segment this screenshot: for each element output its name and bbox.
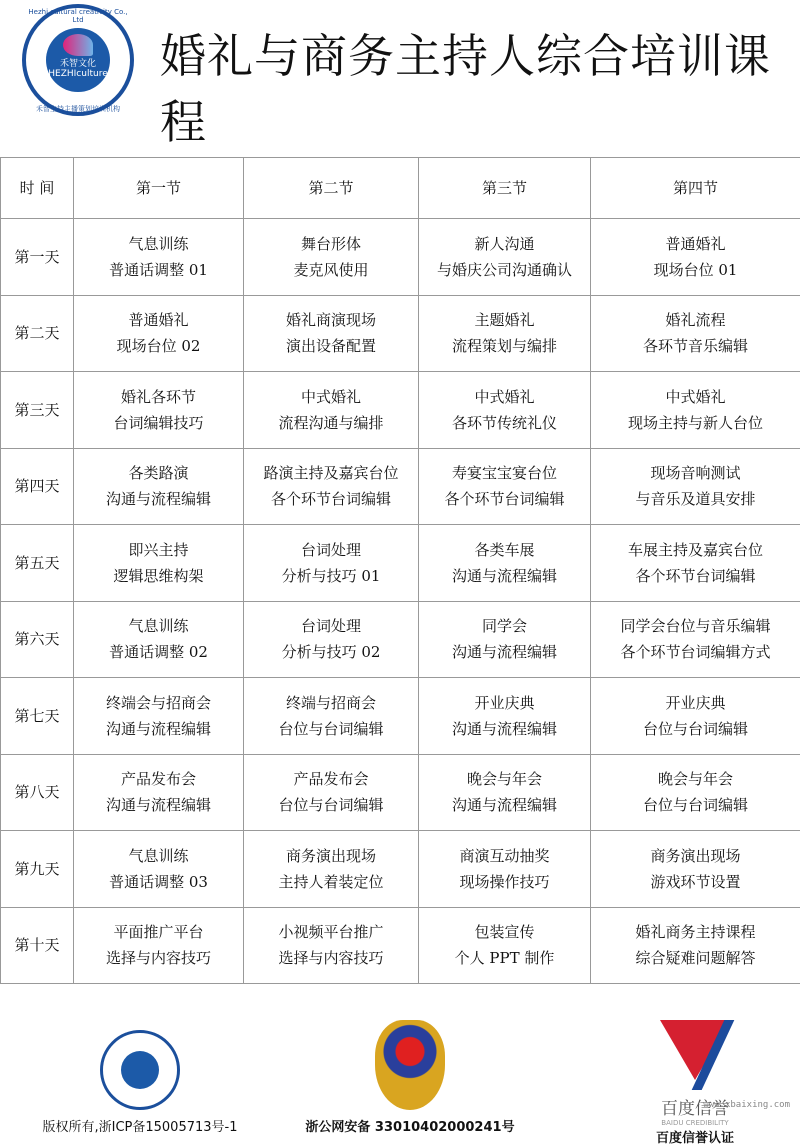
session-cell — [244, 601, 419, 678]
session-line: 沟通与流程编辑 — [74, 716, 243, 742]
day-cell: 第一天 — [1, 219, 74, 296]
session-line: 台位与台词编辑 — [244, 716, 418, 742]
day-cell: 第七天 — [1, 678, 74, 755]
session-cell — [591, 372, 800, 449]
session-cell — [591, 678, 800, 755]
session-line: 综合疑难问题解答 — [591, 945, 800, 971]
table-row — [1, 601, 800, 678]
session-cell — [419, 678, 591, 755]
session-line: 终端会与招商会 — [74, 690, 243, 716]
session-cell — [419, 601, 591, 678]
session-cell — [244, 372, 419, 449]
session-line: 各个环节台词编辑方式 — [591, 639, 800, 665]
session-line: 婚礼流程 — [591, 307, 800, 333]
session-line: 沟通与流程编辑 — [74, 792, 243, 818]
session-line: 与音乐及道具安排 — [591, 486, 800, 512]
company-logo-small — [100, 1030, 180, 1110]
session-line: 气息训练 — [74, 613, 243, 639]
session-cell — [591, 219, 800, 296]
session-line: 普通婚礼 — [74, 307, 243, 333]
session-line: 平面推广平台 — [74, 919, 243, 945]
session-line: 主题婚礼 — [419, 307, 590, 333]
table-row — [1, 219, 800, 296]
session-line: 沟通与流程编辑 — [419, 563, 590, 589]
session-line: 流程沟通与编排 — [244, 410, 418, 436]
column-header: 时 间 — [1, 158, 74, 219]
session-cell — [74, 525, 244, 602]
session-line: 流程策划与编排 — [419, 333, 590, 359]
copyright-text: 版权所有,浙ICP备15005713号-1 — [40, 1116, 240, 1135]
session-line: 中式婚礼 — [591, 384, 800, 410]
session-cell — [244, 907, 419, 984]
session-line: 中式婚礼 — [419, 384, 590, 410]
day-cell: 第九天 — [1, 831, 74, 908]
session-cell — [74, 448, 244, 525]
session-cell — [419, 448, 591, 525]
session-cell — [244, 831, 419, 908]
logo-emblem — [46, 28, 110, 92]
session-cell — [244, 295, 419, 372]
session-line: 舞台形体 — [244, 231, 418, 257]
session-line: 路演主持及嘉宾台位 — [244, 460, 418, 486]
table-row — [1, 448, 800, 525]
session-line: 各环节音乐编辑 — [591, 333, 800, 359]
session-line: 分析与技巧 02 — [244, 639, 418, 665]
session-cell — [419, 907, 591, 984]
session-line: 与婚庆公司沟通确认 — [419, 257, 590, 283]
day-cell: 第三天 — [1, 372, 74, 449]
session-line: 台词处理 — [244, 613, 418, 639]
session-cell — [419, 754, 591, 831]
session-cell — [74, 754, 244, 831]
baidu-sub: BAIDU CREDIBILITY — [620, 1119, 770, 1127]
logo-name: 禾智文化 — [46, 56, 110, 69]
session-line: 沟通与流程编辑 — [419, 792, 590, 818]
session-line: 各个环节台词编辑 — [591, 563, 800, 589]
session-line: 各类路演 — [74, 460, 243, 486]
logo-en: HEZHIculture — [46, 69, 110, 79]
session-cell — [591, 295, 800, 372]
day-cell: 第四天 — [1, 448, 74, 525]
session-cell — [74, 372, 244, 449]
footer-copyright-block — [40, 1020, 240, 1135]
session-line: 中式婚礼 — [244, 384, 418, 410]
footer-baidu-block — [620, 1020, 770, 1146]
session-line: 麦克风使用 — [244, 257, 418, 283]
session-cell — [591, 525, 800, 602]
day-cell: 第二天 — [1, 295, 74, 372]
session-line: 现场台位 01 — [591, 257, 800, 283]
session-cell — [74, 831, 244, 908]
session-line: 气息训练 — [74, 231, 243, 257]
session-line: 台位与台词编辑 — [591, 792, 800, 818]
session-line: 气息训练 — [74, 843, 243, 869]
session-line: 开业庆典 — [419, 690, 590, 716]
column-header: 第四节 — [591, 158, 800, 219]
session-cell — [244, 448, 419, 525]
session-line: 逻辑思维构架 — [74, 563, 243, 589]
session-cell — [591, 907, 800, 984]
session-line: 即兴主持 — [74, 537, 243, 563]
table-row — [1, 907, 800, 984]
session-cell — [419, 525, 591, 602]
session-line: 现场音响测试 — [591, 460, 800, 486]
session-line: 晚会与年会 — [591, 766, 800, 792]
session-line: 各类车展 — [419, 537, 590, 563]
session-line: 婚礼商演现场 — [244, 307, 418, 333]
column-header: 第二节 — [244, 158, 419, 219]
session-line: 各环节传统礼仪 — [419, 410, 590, 436]
day-cell: 第十天 — [1, 907, 74, 984]
session-line: 婚礼各环节 — [74, 384, 243, 410]
session-line: 沟通与流程编辑 — [419, 716, 590, 742]
session-line: 产品发布会 — [74, 766, 243, 792]
table-row — [1, 678, 800, 755]
session-line: 婚礼商务主持课程 — [591, 919, 800, 945]
session-line: 开业庆典 — [591, 690, 800, 716]
session-line: 终端与招商会 — [244, 690, 418, 716]
session-cell — [244, 219, 419, 296]
session-cell — [591, 601, 800, 678]
session-line: 产品发布会 — [244, 766, 418, 792]
session-line: 台位与台词编辑 — [591, 716, 800, 742]
logo-ring-text: Hezhi cultural creativity Co., Ltd — [26, 8, 130, 24]
session-line: 现场台位 02 — [74, 333, 243, 359]
table-row — [1, 372, 800, 449]
session-line: 商务演出现场 — [244, 843, 418, 869]
session-cell — [74, 219, 244, 296]
session-line: 各个环节台词编辑 — [244, 486, 418, 512]
session-line: 演出设备配置 — [244, 333, 418, 359]
session-line: 同学会 — [419, 613, 590, 639]
police-record-text[interactable]: 浙公网安备 33010402000241号 — [300, 1116, 520, 1135]
session-line: 晚会与年会 — [419, 766, 590, 792]
session-line: 现场主持与新人台位 — [591, 410, 800, 436]
session-line: 选择与内容技巧 — [74, 945, 243, 971]
session-cell — [244, 678, 419, 755]
footer-police-block — [300, 1020, 520, 1135]
session-cell — [244, 754, 419, 831]
session-line: 选择与内容技巧 — [244, 945, 418, 971]
session-cell — [419, 295, 591, 372]
session-line: 商务演出现场 — [591, 843, 800, 869]
session-cell — [419, 831, 591, 908]
logo-org: 禾智主持主播策划培训机构 — [26, 104, 130, 114]
session-line: 同学会台位与音乐编辑 — [591, 613, 800, 639]
session-line: 游戏环节设置 — [591, 869, 800, 895]
session-line: 新人沟通 — [419, 231, 590, 257]
session-line: 主持人着装定位 — [244, 869, 418, 895]
session-line: 台词编辑技巧 — [74, 410, 243, 436]
table-row — [1, 295, 800, 372]
table-row — [1, 831, 800, 908]
session-cell — [74, 601, 244, 678]
session-line: 普通话调整 02 — [74, 639, 243, 665]
session-line: 各个环节台词编辑 — [419, 486, 590, 512]
day-cell: 第六天 — [1, 601, 74, 678]
session-line: 小视频平台推广 — [244, 919, 418, 945]
session-cell — [74, 907, 244, 984]
session-line: 个人 PPT 制作 — [419, 945, 590, 971]
session-line: 台词处理 — [244, 537, 418, 563]
session-line: 普通婚礼 — [591, 231, 800, 257]
session-line: 现场操作技巧 — [419, 869, 590, 895]
session-cell — [591, 448, 800, 525]
session-cell — [591, 831, 800, 908]
session-line: 车展主持及嘉宾台位 — [591, 537, 800, 563]
table-header-row — [1, 158, 800, 219]
session-line: 沟通与流程编辑 — [419, 639, 590, 665]
session-line: 包装宣传 — [419, 919, 590, 945]
column-header: 第三节 — [419, 158, 591, 219]
baidu-label[interactable]: 百度信誉认证 — [620, 1127, 770, 1146]
baidu-credibility-icon — [660, 1020, 730, 1090]
session-line: 台位与台词编辑 — [244, 792, 418, 818]
session-line: 沟通与流程编辑 — [74, 486, 243, 512]
page-title: 婚礼与商务主持人综合培训课程 — [160, 20, 800, 152]
table-row — [1, 525, 800, 602]
day-cell: 第八天 — [1, 754, 74, 831]
session-cell — [74, 295, 244, 372]
baidu-name: 百度信誉 — [620, 1094, 770, 1119]
day-cell: 第五天 — [1, 525, 74, 602]
session-cell — [591, 754, 800, 831]
session-cell — [244, 525, 419, 602]
table-row — [1, 754, 800, 831]
police-badge-icon — [375, 1020, 445, 1110]
session-cell — [74, 678, 244, 755]
schedule-table — [0, 157, 800, 984]
session-line: 寿宴宝宝宴台位 — [419, 460, 590, 486]
session-line: 普通话调整 03 — [74, 869, 243, 895]
session-cell — [419, 219, 591, 296]
session-line: 普通话调整 01 — [74, 257, 243, 283]
watermark: www.xbaixing.com — [703, 1100, 790, 1110]
column-header: 第一节 — [74, 158, 244, 219]
session-line: 分析与技巧 01 — [244, 563, 418, 589]
session-line: 商演互动抽奖 — [419, 843, 590, 869]
session-cell — [419, 372, 591, 449]
company-logo — [22, 4, 134, 116]
